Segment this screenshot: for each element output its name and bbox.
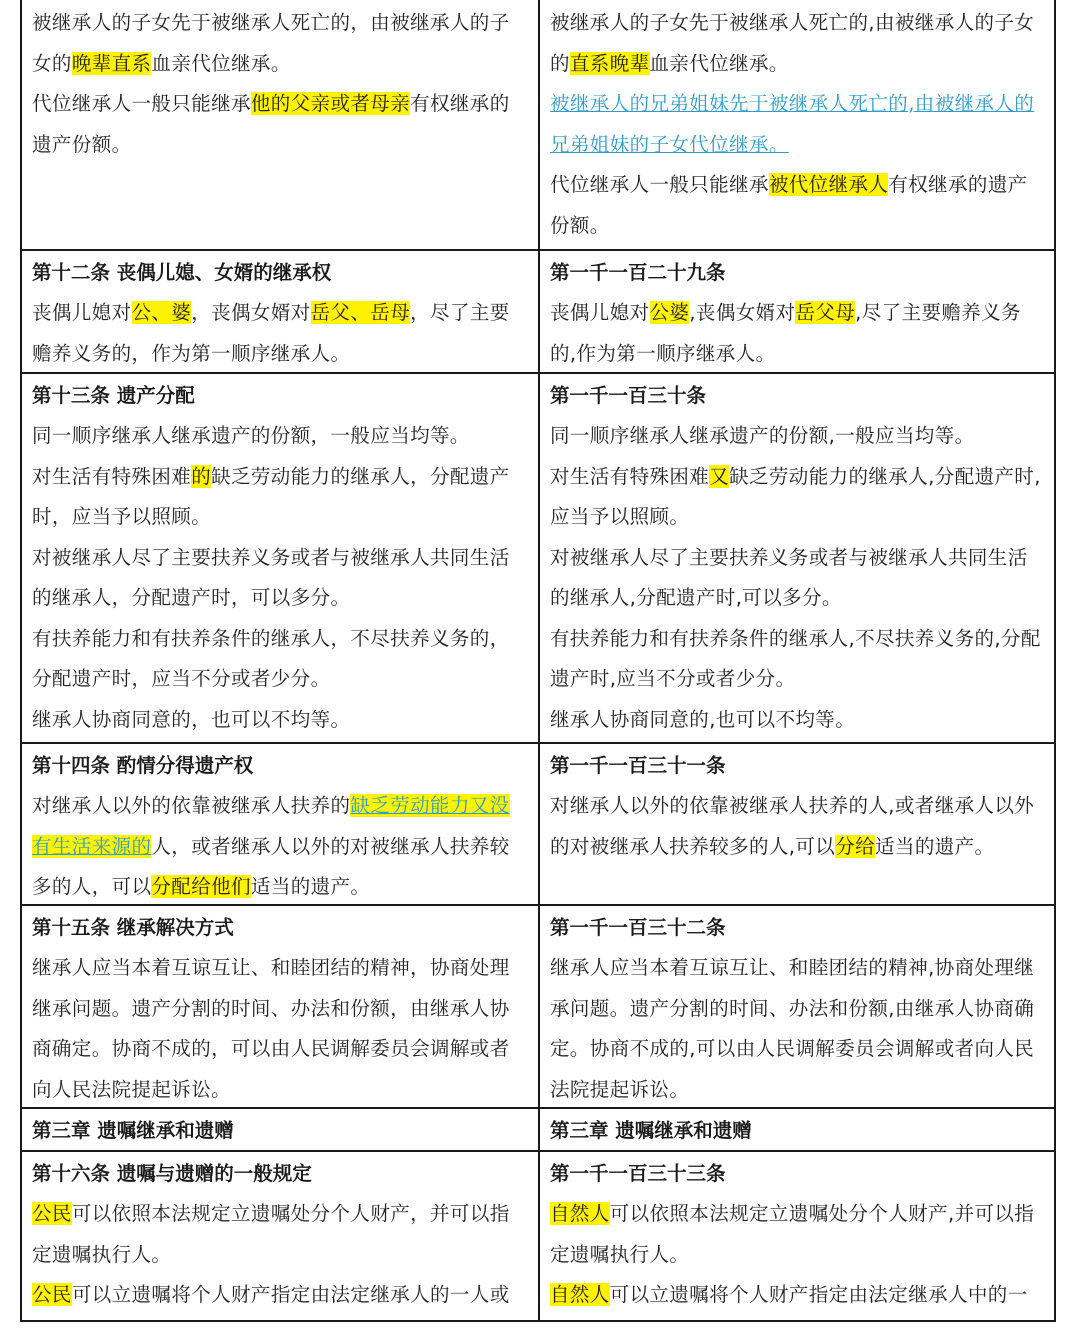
text-segment: 继承人协商同意的，也可以不均等。 xyxy=(32,707,351,731)
new-law-cell xyxy=(540,744,1056,904)
text-segment: 可以依照本法规定立遗嘱处分个人财产，并可以指定遗嘱执行人。 xyxy=(32,1202,510,1266)
article-paragraph xyxy=(550,165,1044,246)
article-paragraph xyxy=(550,457,1044,538)
new-law-cell xyxy=(540,0,1056,249)
article-paragraph xyxy=(32,1275,528,1316)
text-segment: 可以依照本法规定立遗嘱处分个人财产,并可以指定遗嘱执行人。 xyxy=(550,1202,1035,1266)
text-segment: ,尽了主要赡养义务的,作为第一顺序继承人。 xyxy=(550,301,1021,365)
article-paragraph xyxy=(32,293,528,372)
text-segment: 对被继承人尽了主要扶养义务或者与被继承人共同生活的继承人,分配遗产时,可以多分。 xyxy=(550,545,1028,609)
table-row xyxy=(20,1109,1056,1152)
highlighted-change: 直系晚辈 xyxy=(569,51,650,75)
text-segment: 对继承人以外的依靠被继承人扶养的人,或者继承人以外的对被继承人扶养较多的人,可以 xyxy=(550,794,1035,858)
text-segment: 血亲代位继承。 xyxy=(649,51,789,75)
highlighted-change: 分配给他们 xyxy=(151,875,251,898)
text-segment: 人，或者继承人以外的对被继承人扶养较多的人，可以 xyxy=(32,834,510,898)
text-segment: 丧偶儿媳对 xyxy=(32,301,132,324)
text-segment: 继承人应当本着互谅互让、和睦团结的精神,协商处理继承问题。遗产分割的时间、办法和份额,由继承人协商确定。协商不成的,可以由人民调解委员会调解或者向人民法院提起诉讼。 xyxy=(550,956,1035,1101)
article-heading: 第十六条 遗嘱与遗赠的一般规定 xyxy=(32,1162,312,1185)
highlighted-change: 公民 xyxy=(32,1202,72,1225)
table-row xyxy=(20,744,1056,906)
text-segment: 有权继承的遗产份额。 xyxy=(550,173,1028,237)
highlighted-change: 他的父亲或者母亲 xyxy=(250,92,411,115)
text-segment: 对生活有特殊困难 xyxy=(550,464,710,488)
article-paragraph xyxy=(32,786,528,904)
article-heading: 第三章 遗嘱继承和遗赠 xyxy=(550,1119,752,1142)
text-segment: 缺乏劳动能力的继承人，分配遗产时，应当予以照顾。 xyxy=(32,464,510,528)
article-paragraph xyxy=(32,84,528,165)
article-paragraph xyxy=(550,416,1044,457)
old-law-cell xyxy=(20,0,540,249)
highlighted-change: 公民 xyxy=(32,1283,72,1306)
article-heading: 第三章 遗嘱继承和遗赠 xyxy=(32,1119,234,1142)
text-segment: 适当的遗产。 xyxy=(250,875,371,898)
text-segment: 代位继承人一般只能继承 xyxy=(32,92,251,115)
article-paragraph xyxy=(550,1194,1044,1275)
highlighted-change: 公、婆 xyxy=(131,301,192,324)
table-row xyxy=(20,251,1056,374)
text-segment: 被继承人的子女先于被继承人死亡的,由被继承人的子女的 xyxy=(550,11,1035,75)
article-paragraph xyxy=(32,619,528,700)
text-segment: 代位继承人一般只能继承 xyxy=(550,173,769,196)
highlighted-change: 公婆 xyxy=(649,301,690,324)
article-paragraph xyxy=(550,538,1044,619)
article-heading: 第一千一百二十九条 xyxy=(550,261,726,284)
new-law-cell xyxy=(540,374,1056,742)
article-paragraph xyxy=(32,700,528,741)
new-law-cell xyxy=(540,1152,1056,1320)
new-law-cell xyxy=(540,251,1056,372)
text-segment: 继承人应当本着互谅互让、和睦团结的精神，协商处理继承问题。遗产分割的时间、办法和份额，由继承人协商确定。协商不成的，可以由人民调解委员会调解或者向人民法院提起诉讼。 xyxy=(32,956,510,1101)
highlighted-change: 分给 xyxy=(835,834,876,858)
article-paragraph xyxy=(550,700,1044,741)
article-paragraph xyxy=(550,619,1044,700)
article-paragraph xyxy=(32,538,528,619)
highlighted-change: 被代位继承人 xyxy=(768,173,889,196)
text-segment: 继承人协商同意的,也可以不均等。 xyxy=(550,707,856,731)
text-segment: 被继承人的子女先于被继承人死亡的，由被继承人的子女的 xyxy=(32,11,510,75)
text-segment: 同一顺序继承人继承遗产的份额，一般应当均等。 xyxy=(32,424,470,447)
article-paragraph xyxy=(32,3,528,84)
article-heading: 第十三条 遗产分配 xyxy=(32,384,195,407)
article-paragraph xyxy=(550,1275,1044,1316)
text-segment: ，丧偶女婿对 xyxy=(191,301,311,324)
article-heading: 第一千一百三十三条 xyxy=(550,1162,726,1185)
article-paragraph xyxy=(550,786,1044,867)
table-row xyxy=(20,374,1056,744)
old-law-cell xyxy=(20,1109,540,1150)
highlighted-change: 自然人 xyxy=(550,1202,610,1225)
text-segment: 同一顺序继承人继承遗产的份额,一般应当均等。 xyxy=(550,424,975,447)
old-law-cell xyxy=(20,1152,540,1320)
article-heading: 第一千一百三十条 xyxy=(550,384,707,407)
new-law-cell xyxy=(540,1109,1056,1150)
article-paragraph xyxy=(32,416,528,457)
text-segment: 对被继承人尽了主要扶养义务或者与被继承人共同生活的继承人，分配遗产时，可以多分。 xyxy=(32,545,510,609)
comparison-table xyxy=(20,0,1056,1322)
article-heading: 第一千一百三十二条 xyxy=(550,916,726,939)
table-row xyxy=(20,1152,1056,1322)
old-law-cell xyxy=(20,251,540,372)
text-segment: 丧偶儿媳对 xyxy=(550,301,650,324)
article-heading: 第一千一百三十一条 xyxy=(550,754,726,777)
highlighted-change: 岳父、岳母 xyxy=(310,301,411,324)
table-row xyxy=(20,906,1056,1109)
article-paragraph xyxy=(550,84,1044,165)
new-law-cell xyxy=(540,906,1056,1107)
text-segment: ,丧偶女婿对 xyxy=(689,301,796,324)
text-segment: 适当的遗产。 xyxy=(875,834,995,858)
article-paragraph xyxy=(32,457,528,538)
added-clause-link[interactable]: 被继承人的兄弟姐妹先于被继承人死亡的,由被继承人的兄弟姐妹的子女代位继承。 xyxy=(550,92,1035,156)
text-segment: 有扶养能力和有扶养条件的继承人，不尽扶养义务的，分配遗产时，应当不分或者少分。 xyxy=(32,626,510,690)
text-segment: 有权继承的遗产份额。 xyxy=(32,92,510,156)
text-segment: 血亲代位继承。 xyxy=(151,51,291,75)
article-paragraph xyxy=(550,948,1044,1107)
article-paragraph xyxy=(32,1194,528,1275)
old-law-cell xyxy=(20,374,540,742)
text-segment: 缺乏劳动能力的继承人,分配遗产时,应当予以照顾。 xyxy=(550,464,1041,528)
text-segment: 对继承人以外的依靠被继承人扶养的 xyxy=(32,794,351,817)
article-heading: 第十二条 丧偶儿媳、女婿的继承权 xyxy=(32,261,332,284)
text-segment: 对生活有特殊困难 xyxy=(32,464,192,488)
text-segment: 可以立遗嘱将个人财产指定由法定继承人中的一 xyxy=(609,1283,1028,1306)
highlighted-change: 的 xyxy=(191,464,212,488)
old-law-cell xyxy=(20,744,540,904)
old-law-cell xyxy=(20,906,540,1107)
text-segment: ，尽了主要赡养义务的，作为第一顺序继承人。 xyxy=(32,301,510,365)
article-heading: 第十五条 继承解决方式 xyxy=(32,916,234,939)
highlighted-change: 又 xyxy=(709,464,730,488)
article-heading: 第十四条 酌情分得遗产权 xyxy=(32,754,254,777)
text-segment: 有扶养能力和有扶养条件的继承人,不尽扶养义务的,分配遗产时,应当不分或者少分。 xyxy=(550,626,1041,690)
table-row xyxy=(20,0,1056,251)
highlighted-change: 缺乏劳动能力又没有生活来源的 xyxy=(32,794,510,858)
article-paragraph xyxy=(550,3,1044,84)
article-paragraph xyxy=(550,293,1044,372)
text-segment: 可以立遗嘱将个人财产指定由法定继承人的一人或 xyxy=(71,1283,510,1306)
highlighted-change: 岳父母 xyxy=(795,301,856,324)
highlighted-change: 自然人 xyxy=(550,1283,610,1306)
article-paragraph xyxy=(32,948,528,1107)
highlighted-change: 晚辈直系 xyxy=(71,51,152,75)
